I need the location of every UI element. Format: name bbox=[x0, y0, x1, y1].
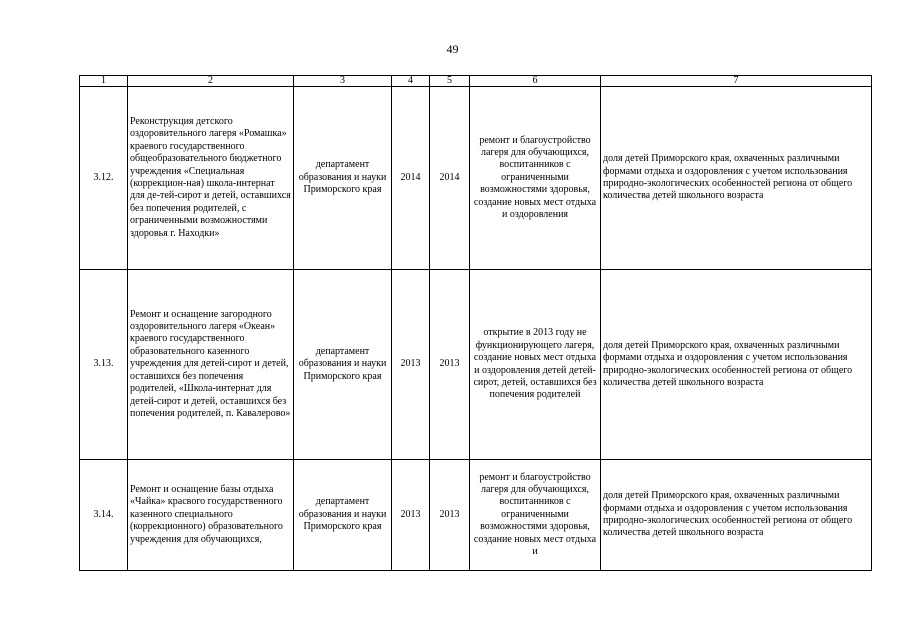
column-header-3: 3 bbox=[294, 76, 392, 87]
column-header-7: 7 bbox=[601, 76, 872, 87]
row-number: 3.14. bbox=[80, 460, 128, 571]
expected-result: открытие в 2013 году не функционирующего лагеря, создание новых мест отдыха и оздоровления детей детей-сирот, детей, оставшихся без попечения родителей bbox=[470, 270, 601, 460]
table-row bbox=[80, 87, 872, 270]
activities-table bbox=[79, 75, 872, 571]
expected-result: ремонт и благоустройство лагеря для обучающихся, воспитанников с ограниченными возможностями здоровья, создание новых мест отдыха и оздоровления bbox=[470, 87, 601, 270]
column-header-6: 6 bbox=[470, 76, 601, 87]
table-row bbox=[80, 460, 872, 571]
responsible-department: департамент образования и науки Приморского края bbox=[294, 270, 392, 460]
table-row bbox=[80, 270, 872, 460]
column-header-2: 2 bbox=[128, 76, 294, 87]
end-year: 2013 bbox=[430, 270, 470, 460]
row-number: 3.13. bbox=[80, 270, 128, 460]
expected-result: ремонт и благоустройство лагеря для обучающихся, воспитанников с ограниченными возможностями здоровья, создание новых мест отдыха и bbox=[470, 460, 601, 571]
start-year: 2014 bbox=[392, 87, 430, 270]
target-indicator: доля детей Приморского края, охваченных различными формами отдыха и оздоровления с учетом использования природно-экологических особенностей региона от общего количества детей школьного возраста bbox=[601, 460, 872, 571]
page-number: 49 bbox=[446, 42, 459, 56]
row-number: 3.12. bbox=[80, 87, 128, 270]
activity-name: Ремонт и оснащение загородного оздоровительного лагеря «Океан» краевого государственного образовательного казенного учреждения для детей-сирот и детей, оставшихся без попечения родителей, «Школа-интернат для детей-сирот и детей, оставшихся без попечения родителей, п. Кавалерово» bbox=[128, 270, 294, 460]
column-header-row bbox=[80, 76, 872, 87]
start-year: 2013 bbox=[392, 460, 430, 571]
column-header-5: 5 bbox=[430, 76, 470, 87]
end-year: 2013 bbox=[430, 460, 470, 571]
activity-name: Ремонт и оснащение базы отдыха «Чайка» красвого государственного казенного специального (коррекционного) образовательного учреждения для обучающихся, bbox=[128, 460, 294, 571]
column-header-4: 4 bbox=[392, 76, 430, 87]
start-year: 2013 bbox=[392, 270, 430, 460]
target-indicator: доля детей Приморского края, охваченных различными формами отдыха и оздоровления с учетом использования природно-экологических особенностей региона от общего количества детей школьного возраста bbox=[601, 270, 872, 460]
activity-name: Реконструкция детского оздоровительного лагеря «Ромашка» краевого государственного общеобразовательного бюджетного учреждения «Специальная (коррекцион-ная) школа-интернат для де-тей-сирот и детей, оставшихся без попечения родителей, с ограниченными возможностями здоровья г. Находки» bbox=[128, 87, 294, 270]
column-header-1: 1 bbox=[80, 76, 128, 87]
responsible-department: департамент образования и науки Приморского края bbox=[294, 87, 392, 270]
target-indicator: доля детей Приморского края, охваченных различными формами отдыха и оздоровления с учетом использования природно-экологических особенностей региона от общего количества детей школьного возраста bbox=[601, 87, 872, 270]
responsible-department: департамент образования и науки Приморского края bbox=[294, 460, 392, 571]
end-year: 2014 bbox=[430, 87, 470, 270]
